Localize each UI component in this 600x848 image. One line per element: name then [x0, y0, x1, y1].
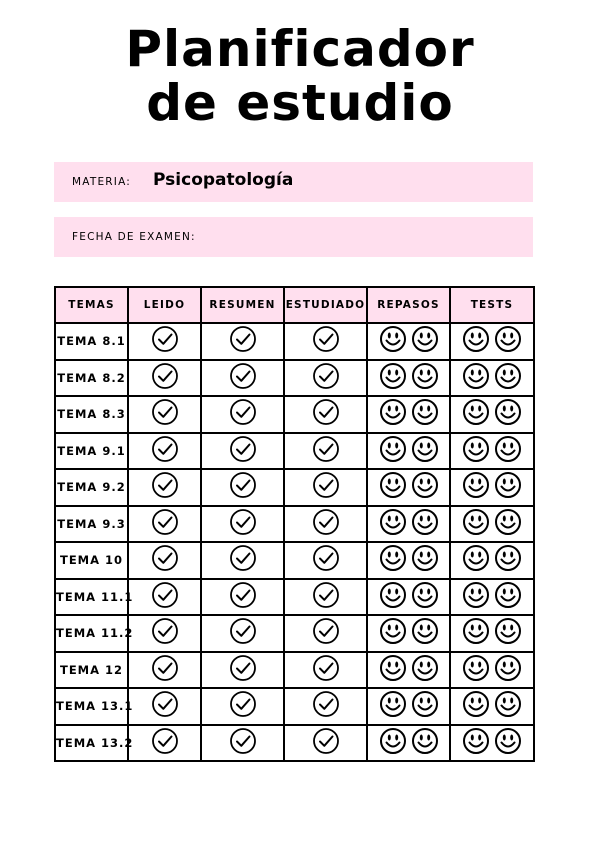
tests-cell	[450, 360, 534, 397]
smiley-icon[interactable]	[462, 617, 490, 649]
resumen-cell[interactable]	[201, 615, 284, 652]
repasos-cell	[367, 725, 450, 762]
header-resumen: RESUMEN	[201, 287, 284, 323]
tema-label: TEMA 9.1	[55, 433, 128, 470]
repasos-cell	[367, 469, 450, 506]
check-circle-icon[interactable]	[229, 690, 257, 722]
check-circle-icon[interactable]	[151, 398, 179, 430]
materia-field[interactable]	[54, 162, 533, 202]
estudiado-cell[interactable]	[284, 579, 367, 616]
tests-cell	[450, 433, 534, 470]
title-line-1: Planificador	[125, 20, 475, 78]
check-circle-icon[interactable]	[151, 325, 179, 357]
tema-label: TEMA 9.2	[55, 469, 128, 506]
leido-cell[interactable]	[128, 688, 201, 725]
smiley-icon[interactable]	[411, 654, 439, 686]
tema-label: TEMA 12	[55, 652, 128, 689]
title-line-2: de estudio	[146, 74, 454, 132]
tema-label: TEMA 11.2	[55, 615, 128, 652]
smiley-icon[interactable]	[411, 617, 439, 649]
resumen-cell[interactable]	[201, 542, 284, 579]
smiley-icon[interactable]	[411, 362, 439, 394]
estudiado-cell[interactable]	[284, 396, 367, 433]
smiley-icon[interactable]	[379, 435, 407, 467]
check-circle-icon[interactable]	[229, 362, 257, 394]
smiley-icon[interactable]	[462, 544, 490, 576]
tests-cell	[450, 688, 534, 725]
check-circle-icon[interactable]	[312, 617, 340, 649]
header-temas: TEMAS	[55, 287, 128, 323]
tests-cell	[450, 725, 534, 762]
smiley-icon[interactable]	[379, 690, 407, 722]
leido-cell[interactable]	[128, 725, 201, 762]
tests-cell	[450, 579, 534, 616]
check-circle-icon[interactable]	[151, 544, 179, 576]
smiley-icon[interactable]	[379, 581, 407, 613]
smiley-icon[interactable]	[494, 398, 522, 430]
repasos-cell	[367, 615, 450, 652]
check-circle-icon[interactable]	[312, 654, 340, 686]
resumen-cell[interactable]	[201, 396, 284, 433]
smiley-icon[interactable]	[462, 727, 490, 759]
estudiado-cell[interactable]	[284, 469, 367, 506]
resumen-cell[interactable]	[201, 469, 284, 506]
table-row	[55, 433, 534, 470]
header-tests: TESTS	[450, 287, 534, 323]
resumen-cell[interactable]	[201, 579, 284, 616]
smiley-icon[interactable]	[379, 617, 407, 649]
tests-cell	[450, 652, 534, 689]
smiley-icon[interactable]	[411, 690, 439, 722]
check-circle-icon[interactable]	[312, 435, 340, 467]
smiley-icon[interactable]	[411, 325, 439, 357]
smiley-icon[interactable]	[411, 581, 439, 613]
materia-label: MATERIA:	[72, 176, 132, 188]
estudiado-cell[interactable]	[284, 615, 367, 652]
smiley-icon[interactable]	[462, 471, 490, 503]
fecha-examen-field[interactable]	[54, 217, 533, 257]
table-row	[55, 323, 534, 360]
estudiado-cell[interactable]	[284, 323, 367, 360]
tests-cell	[450, 469, 534, 506]
leido-cell[interactable]	[128, 615, 201, 652]
check-circle-icon[interactable]	[229, 435, 257, 467]
check-circle-icon[interactable]	[312, 325, 340, 357]
smiley-icon[interactable]	[462, 690, 490, 722]
estudiado-cell[interactable]	[284, 433, 367, 470]
table-row	[55, 506, 534, 543]
repasos-cell	[367, 688, 450, 725]
smiley-icon[interactable]	[379, 654, 407, 686]
smiley-icon[interactable]	[494, 362, 522, 394]
smiley-icon[interactable]	[379, 362, 407, 394]
resumen-cell[interactable]	[201, 725, 284, 762]
check-circle-icon[interactable]	[151, 508, 179, 540]
repasos-cell	[367, 360, 450, 397]
leido-cell[interactable]	[128, 579, 201, 616]
check-circle-icon[interactable]	[312, 398, 340, 430]
smiley-icon[interactable]	[379, 471, 407, 503]
header-repasos: REPASOS	[367, 287, 450, 323]
fecha-examen-label: FECHA DE EXAMEN:	[72, 231, 196, 243]
check-circle-icon[interactable]	[151, 654, 179, 686]
smiley-icon[interactable]	[494, 508, 522, 540]
check-circle-icon[interactable]	[229, 471, 257, 503]
leido-cell[interactable]	[128, 469, 201, 506]
estudiado-cell[interactable]	[284, 652, 367, 689]
table-row	[55, 542, 534, 579]
check-circle-icon[interactable]	[312, 508, 340, 540]
check-circle-icon[interactable]	[229, 508, 257, 540]
leido-cell[interactable]	[128, 396, 201, 433]
study-table	[54, 286, 535, 762]
check-circle-icon[interactable]	[312, 362, 340, 394]
check-circle-icon[interactable]	[229, 581, 257, 613]
estudiado-cell[interactable]	[284, 688, 367, 725]
smiley-icon[interactable]	[411, 727, 439, 759]
smiley-icon[interactable]	[462, 654, 490, 686]
check-circle-icon[interactable]	[229, 654, 257, 686]
smiley-icon[interactable]	[494, 727, 522, 759]
smiley-icon[interactable]	[462, 581, 490, 613]
materia-value: Psicopatología	[153, 170, 294, 190]
smiley-icon[interactable]	[411, 544, 439, 576]
tests-cell	[450, 323, 534, 360]
tema-label: TEMA 13.1	[55, 688, 128, 725]
tests-cell	[450, 615, 534, 652]
estudiado-cell[interactable]	[284, 360, 367, 397]
smiley-icon[interactable]	[379, 325, 407, 357]
check-circle-icon[interactable]	[312, 690, 340, 722]
smiley-icon[interactable]	[411, 435, 439, 467]
repasos-cell	[367, 579, 450, 616]
smiley-icon[interactable]	[494, 325, 522, 357]
smiley-icon[interactable]	[462, 508, 490, 540]
leido-cell[interactable]	[128, 652, 201, 689]
repasos-cell	[367, 652, 450, 689]
smiley-icon[interactable]	[494, 435, 522, 467]
leido-cell[interactable]	[128, 360, 201, 397]
tema-label: TEMA 11.1	[55, 579, 128, 616]
tests-cell	[450, 396, 534, 433]
check-circle-icon[interactable]	[312, 727, 340, 759]
check-circle-icon[interactable]	[151, 581, 179, 613]
smiley-icon[interactable]	[494, 581, 522, 613]
tema-label: TEMA 8.2	[55, 360, 128, 397]
tema-label: TEMA 8.3	[55, 396, 128, 433]
resumen-cell[interactable]	[201, 688, 284, 725]
table-row	[55, 360, 534, 397]
tema-label: TEMA 9.3	[55, 506, 128, 543]
smiley-icon[interactable]	[494, 544, 522, 576]
smiley-icon[interactable]	[494, 617, 522, 649]
smiley-icon[interactable]	[411, 398, 439, 430]
leido-cell[interactable]	[128, 506, 201, 543]
estudiado-cell[interactable]	[284, 542, 367, 579]
smiley-icon[interactable]	[462, 362, 490, 394]
estudiado-cell[interactable]	[284, 506, 367, 543]
smiley-icon[interactable]	[462, 398, 490, 430]
repasos-cell	[367, 323, 450, 360]
check-circle-icon[interactable]	[151, 727, 179, 759]
tema-label: TEMA 13.2	[55, 725, 128, 762]
resumen-cell[interactable]	[201, 506, 284, 543]
smiley-icon[interactable]	[411, 508, 439, 540]
table-row	[55, 652, 534, 689]
table-header-row	[55, 287, 534, 323]
smiley-icon[interactable]	[379, 398, 407, 430]
table-row	[55, 579, 534, 616]
check-circle-icon[interactable]	[151, 617, 179, 649]
check-circle-icon[interactable]	[229, 325, 257, 357]
smiley-icon[interactable]	[379, 727, 407, 759]
check-circle-icon[interactable]	[151, 435, 179, 467]
repasos-cell	[367, 506, 450, 543]
resumen-cell[interactable]	[201, 323, 284, 360]
table-row	[55, 725, 534, 762]
table-row	[55, 469, 534, 506]
check-circle-icon[interactable]	[229, 544, 257, 576]
repasos-cell	[367, 433, 450, 470]
smiley-icon[interactable]	[462, 325, 490, 357]
resumen-cell[interactable]	[201, 652, 284, 689]
smiley-icon[interactable]	[379, 544, 407, 576]
smiley-icon[interactable]	[494, 690, 522, 722]
resumen-cell[interactable]	[201, 360, 284, 397]
leido-cell[interactable]	[128, 433, 201, 470]
check-circle-icon[interactable]	[229, 617, 257, 649]
leido-cell[interactable]	[128, 542, 201, 579]
smiley-icon[interactable]	[494, 471, 522, 503]
check-circle-icon[interactable]	[151, 690, 179, 722]
leido-cell[interactable]	[128, 323, 201, 360]
check-circle-icon[interactable]	[312, 544, 340, 576]
table-row	[55, 688, 534, 725]
resumen-cell[interactable]	[201, 433, 284, 470]
tests-cell	[450, 542, 534, 579]
repasos-cell	[367, 542, 450, 579]
table-row	[55, 396, 534, 433]
tema-label: TEMA 10	[55, 542, 128, 579]
tests-cell	[450, 506, 534, 543]
tema-label: TEMA 8.1	[55, 323, 128, 360]
header-leido: LEIDO	[128, 287, 201, 323]
smiley-icon[interactable]	[411, 471, 439, 503]
estudiado-cell[interactable]	[284, 725, 367, 762]
check-circle-icon[interactable]	[229, 727, 257, 759]
check-circle-icon[interactable]	[229, 398, 257, 430]
check-circle-icon[interactable]	[312, 581, 340, 613]
repasos-cell	[367, 396, 450, 433]
page-title	[0, 22, 600, 130]
check-circle-icon[interactable]	[312, 471, 340, 503]
smiley-icon[interactable]	[379, 508, 407, 540]
smiley-icon[interactable]	[494, 654, 522, 686]
check-circle-icon[interactable]	[151, 471, 179, 503]
check-circle-icon[interactable]	[151, 362, 179, 394]
header-estudiado: ESTUDIADO	[284, 287, 367, 323]
smiley-icon[interactable]	[462, 435, 490, 467]
table-row	[55, 615, 534, 652]
